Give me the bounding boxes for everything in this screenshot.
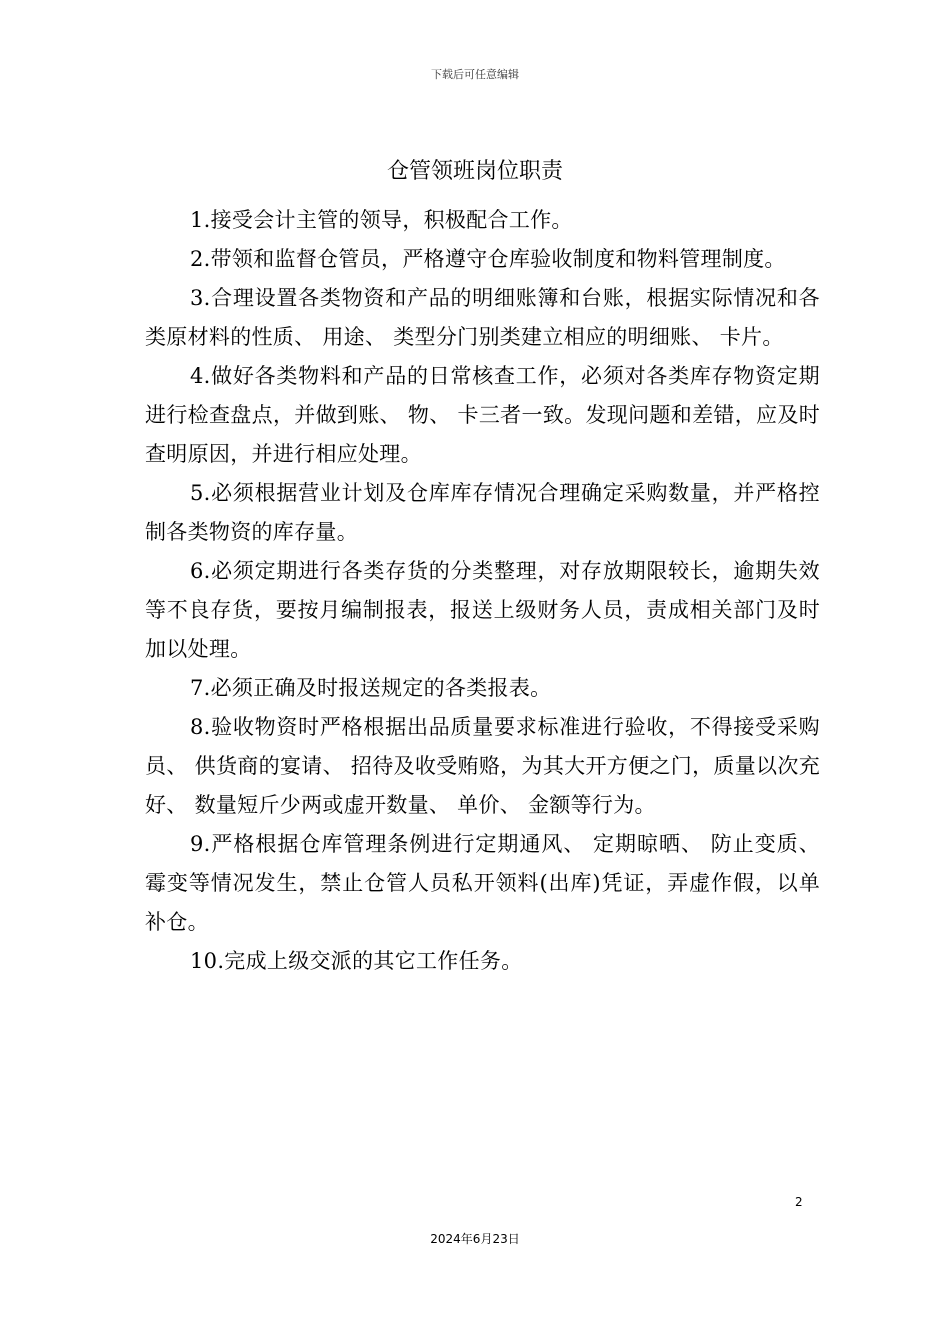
page-header: 下载后可任意编辑 (431, 68, 519, 81)
paragraph-6: 6.必须定期进行各类存货的分类整理，对存放期限较长，逾期失效等不良存货，要按月编制报表，报送上级财务人员，责成相关部门及时加以处理。 (145, 559, 820, 661)
paragraph-1: 1.接受会计主管的领导，积极配合工作。 (190, 208, 573, 232)
page-number: 2 (795, 1195, 803, 1209)
paragraph-5: 5.必须根据营业计划及仓库库存情况合理确定采购数量，并严格控制各类物资的库存量。 (145, 481, 820, 544)
paragraph-8: 8.验收物资时严格根据出品质量要求标准进行验收，不得接受采购员、 供货商的宴请、 招待及收受贿赂，为其大开方便之门，质量以次充好、 数量短斤少两或虚开数量、 单价、 金额等行为。 (145, 715, 820, 817)
paragraph-9: 9.严格根据仓库管理条例进行定期通风、 定期晾晒、 防止变质、 霉变等情况发生，禁止仓管人员私开领料(出库)凭证，弄虚作假，以单补仓。 (145, 832, 820, 934)
paragraph-2: 2.带领和监督仓管员，严格遵守仓库验收制度和物料管理制度。 (190, 247, 786, 271)
paragraph-3: 3.合理设置各类物资和产品的明细账簿和台账，根据实际情况和各类原材料的性质、 用途、 类型分门别类建立相应的明细账、 卡片。 (145, 286, 820, 349)
paragraph-4: 4.做好各类物料和产品的日常核查工作，必须对各类库存物资定期进行检查盘点，并做到账、 物、 卡三者一致。发现问题和差错，应及时查明原因，并进行相应处理。 (145, 364, 820, 466)
paragraph-7: 7.必须正确及时报送规定的各类报表。 (190, 676, 552, 700)
paragraph-10: 10.完成上级交派的其它工作任务。 (190, 949, 523, 973)
document-body (145, 201, 820, 981)
document-title: 仓管领班岗位职责 (386, 159, 563, 184)
footer-date: 2024年6月23日 (430, 1232, 520, 1246)
